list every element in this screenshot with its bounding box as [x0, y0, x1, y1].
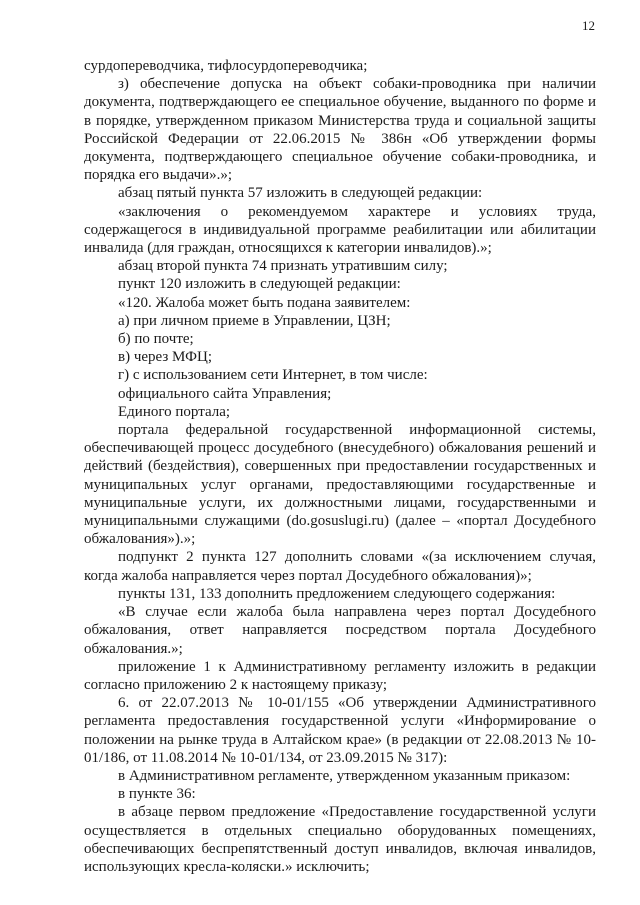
- paragraph-8: а) при личном приеме в Управлении, ЦЗН;: [118, 312, 391, 329]
- paragraph-2: з) обеспечение допуска на объект собаки-проводника при наличии документа, подтверждающего ее специальное обучение, выданного по форме и в порядке, утвержденном приказом Министерства труда и социальной защиты Российской Федерации от 22.06.2015 № 386н «Об утверждении формы документа, подтверждающего специальное обучение собаки-проводника, и порядка его выдачи».»;: [84, 76, 596, 184]
- paragraph-16: пункты 131, 133 дополнить предложением следующего содержания:: [118, 585, 556, 602]
- paragraph-11: г) с использованием сети Интернет, в том числе:: [118, 367, 428, 384]
- paragraph-18: приложение 1 к Административному регламенту изложить в редакции согласно приложению 2 к настоящему приказу;: [84, 658, 596, 693]
- paragraph-14: портала федеральной государственной информационной системы, обеспечивающей процесс досудебного (внесудебного) обжалования решений и действий (бездействия), совершенных при предоставлении государственных и муниципальных услуг органами, предоставляющими государственные и муниципальные услуги, их должностными лицами, государственными и муниципальными служащими (do.gosuslugi.ru) (далее – «портал Досудебного обжалования»).»;: [84, 422, 596, 548]
- paragraph-4: «заключения о рекомендуемом характере и условиях труда, содержащегося в индивидуальной программе реабилитации или абилитации инвалида (для граждан, относящихся к категории инвалидов).»;: [84, 203, 596, 257]
- paragraph-5: абзац второй пункта 74 признать утратившим силу;: [118, 258, 448, 275]
- paragraph-22: в абзаце первом предложение «Предоставление государственной услуги осуществляется в отдельных специально оборудованных помещениях, обеспечивающих беспрепятственный доступ инвалидов, включая инвалидов, использующих кресла-коляски.» исключить;: [84, 804, 596, 875]
- paragraph-3: абзац пятый пункта 57 изложить в следующей редакции:: [118, 185, 483, 202]
- paragraph-12: официального сайта Управления;: [118, 385, 332, 402]
- paragraph-20: в Административном регламенте, утвержденном указанным приказом:: [118, 767, 571, 784]
- paragraph-17: «В случае если жалоба была направлена через портал Досудебного обжалования, ответ направляется посредством портала Досудебного обжалования.»;: [84, 604, 596, 657]
- paragraph-9: б) по почте;: [118, 331, 194, 348]
- paragraph-10: в) через МФЦ;: [118, 349, 213, 366]
- paragraph-7: «120. Жалоба может быть подана заявителем:: [118, 294, 411, 311]
- page-number: 12: [582, 18, 595, 33]
- paragraph-15: подпункт 2 пункта 127 дополнить словами «(за исключением случая, когда жалоба направляется через портал Досудебного обжалования)»;: [84, 549, 596, 584]
- paragraph-1: сурдопереводчика, тифлосурдопереводчика;: [84, 58, 368, 74]
- paragraph-21: в пункте 36:: [118, 786, 196, 803]
- document-body: [84, 57, 596, 876]
- paragraph-6: пункт 120 изложить в следующей редакции:: [118, 276, 401, 293]
- paragraph-13: Единого портала;: [118, 403, 231, 420]
- paragraph-19: 6. от 22.07.2013 № 10-01/155 «Об утверждении Административного регламента предоставления государственной услуги «Информирование о положении на рынке труда в Алтайском крае» (в редакции от 22.08.2013 № 10-01/186, от 11.08.2014 № 10-01/134, от 23.09.2015 № 317):: [84, 695, 596, 766]
